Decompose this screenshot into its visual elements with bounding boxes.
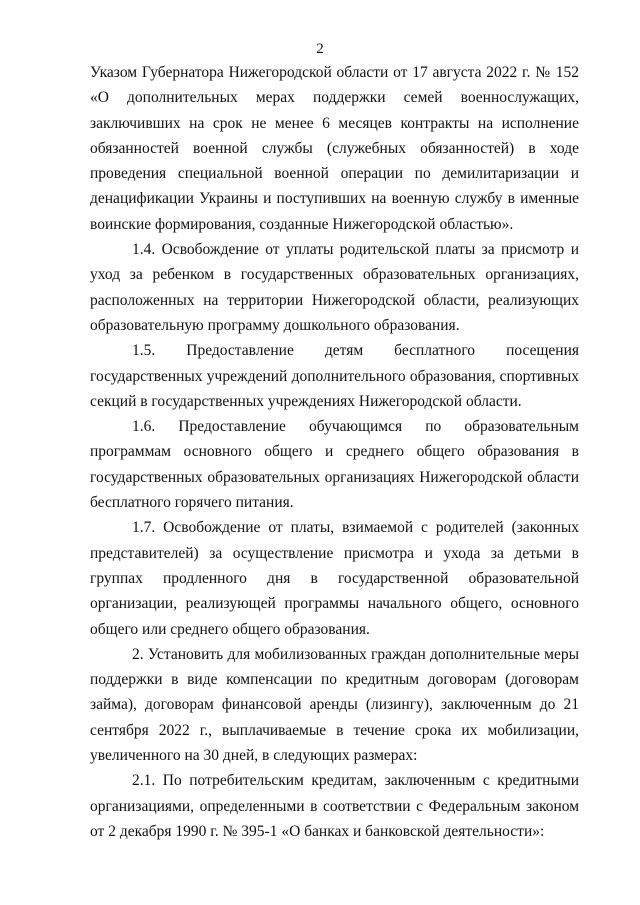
paragraph-1-6: 1.6. Предоставление обучающимся по образовательным программам основного общего и среднего общего образования в государственных образовательных организациях Нижегородской области бесплатного горячего питания. (90, 418, 579, 512)
paragraph-1-7: 1.7. Освобождение от платы, взимаемой с родителей (законных представителей) за осуществление присмотра и ухода за детьми в группах продленного дня в государственной образовательной организации, реализующей программы начального общего, основного общего или среднего общего образования. (90, 519, 579, 638)
paragraph-1-4: 1.4. Освобождение от уплаты родительской платы за присмотр и уход за ребенком в государственных образовательных организациях, расположенных на территории Нижегородской области, реализующих образовательную программу дошкольного образования. (90, 241, 579, 334)
paragraph-2-1: 2.1. По потребительским кредитам, заключенным с кредитными организациями, определенными в соответствии с Федеральным законом от 2 декабря 1990 г. № 395-1 «О банках и банковской деятельности»: (90, 772, 579, 840)
page-number: 2 (316, 41, 324, 57)
document-body (90, 60, 579, 844)
paragraph-continuation: Указом Губернатора Нижегородской области от 17 августа 2022 г. № 152 «О дополнительных мерах поддержки семей военнослужащих, заключивших на срок не менее 6 месяцев контракты на исполнение обязанностей военной службы (служебных обязанностей) в ходе проведения специальной военной операции по демилитаризации и денацификации Украины и поступивших на военную службу в именные воинские формирования, созданные Нижегородской областью». (90, 64, 579, 233)
paragraph-2: 2. Установить для мобилизованных граждан дополнительные меры поддержки в виде компенсации по кредитным договорам (договорам займа), договорам финансовой аренды (лизингу), заключенным до 21 сентября 2022 г., выплачиваемые в течение срока их мобилизации, увеличенного на 30 дней, в следующих размерах: (90, 645, 579, 765)
paragraph-1-5: 1.5. Предоставление детям бесплатного посещения государственных учреждений дополнительного образования, спортивных секций в государственных учреждениях Нижегородской области. (90, 342, 579, 410)
